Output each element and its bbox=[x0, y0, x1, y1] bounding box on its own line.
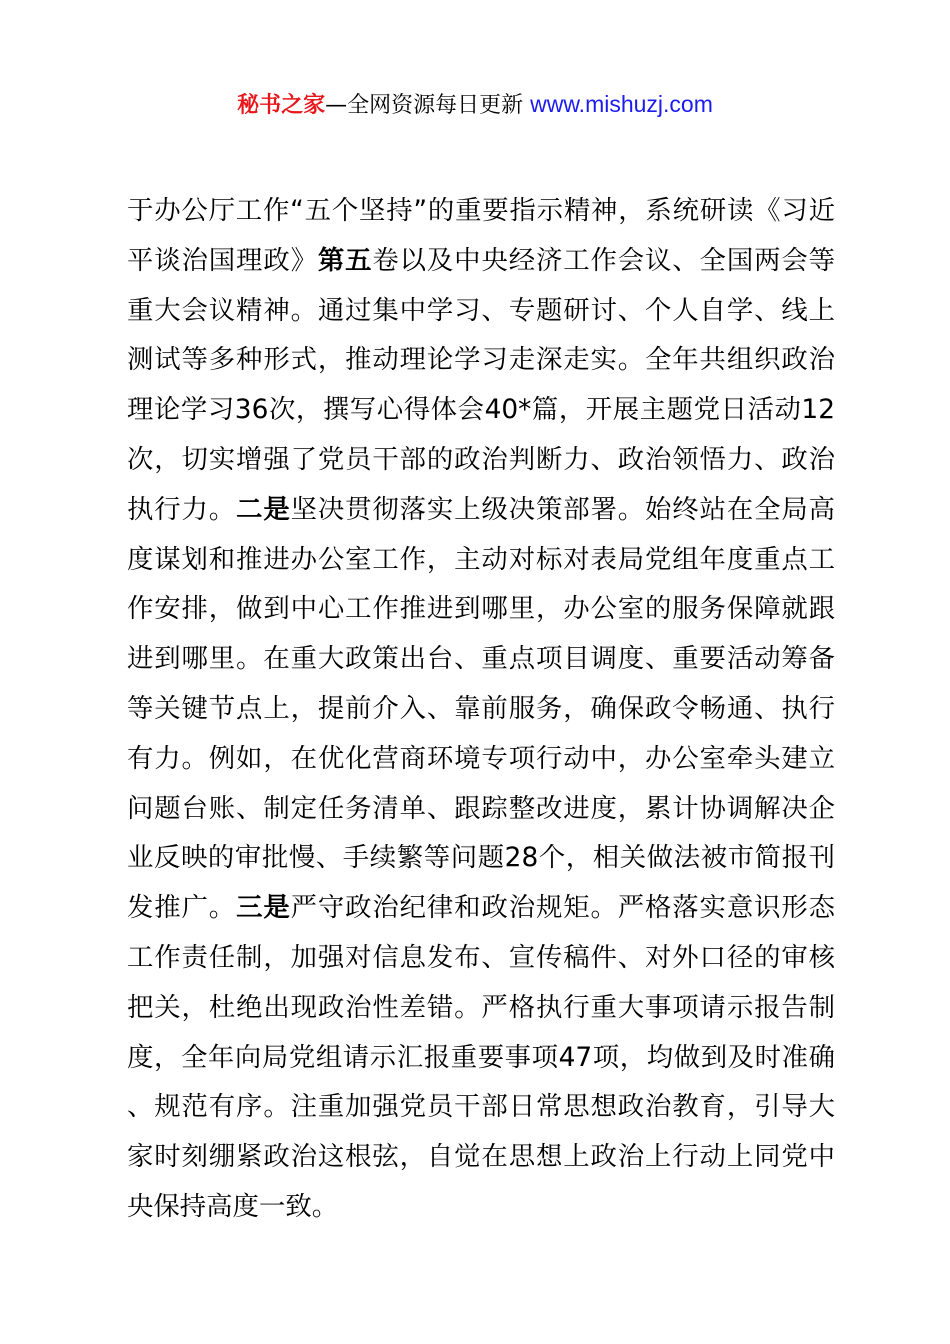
text-segment: 卷以及中央经济工作会议、全国两会等重大会议精神。通过集中学习、专题研讨、个人自学、线上测试等多种形式，推动理论学习走深走实。全年共组织政治理论学习36次，撰写心得体会40*篇，开展主题党日活动12次，切实增强了党员干部的政治判断力、政治领悟力、政治执行力。 bbox=[127, 244, 836, 525]
body-paragraph bbox=[127, 186, 835, 1232]
site-url-link[interactable]: www.mishuzj.com bbox=[530, 91, 713, 117]
brand-name: 秘书之家 bbox=[237, 93, 326, 118]
bold-text-segment: 三是 bbox=[236, 892, 291, 924]
text-segment: 坚决贯彻落实上级决策部署。始终站在全局高度谋划和推进办公室工作，主动对标对表局党组年度重点工作安排，做到中心工作推进到哪里，办公室的服务保障就跟进到哪里。在重大政策出台、重点项目调度、重要活动筹备等关键节点上，提前介入、靠前服务，确保政令畅通、执行有力。例如，在优化营商环境专项行动中，办公室牵头建立问题台账、制定任务清单、跟踪整改进度，累计协调解决企业反映的审批慢、手续繁等问题28个，相关做法被市简报刊发推广。 bbox=[127, 493, 836, 924]
text-segment: 于办公厅工作“五个坚持”的重要指示精神，系统研读《习近平谈治国理政》 bbox=[127, 195, 835, 276]
bold-text-segment: 第五 bbox=[317, 244, 373, 276]
page-header bbox=[0, 86, 950, 124]
text-segment: 严守政治纪律和政治规矩。严格落实意识形态工作责任制，加强对信息发布、宣传稿件、对外口径的审核把关，杜绝出现政治性差错。严格执行重大事项请示报告制度，全年向局党组请示汇报重要事项47项，均做到及时准确、规范有序。注重加强党员干部日常思想政治教育，引导大家时刻绷紧政治这根弦，自觉在思想上政治上行动上同党中央保持高度一致。 bbox=[127, 892, 836, 1222]
bold-text-segment: 二是 bbox=[236, 493, 291, 525]
header-tagline: —全网资源每日更新 bbox=[325, 93, 531, 118]
